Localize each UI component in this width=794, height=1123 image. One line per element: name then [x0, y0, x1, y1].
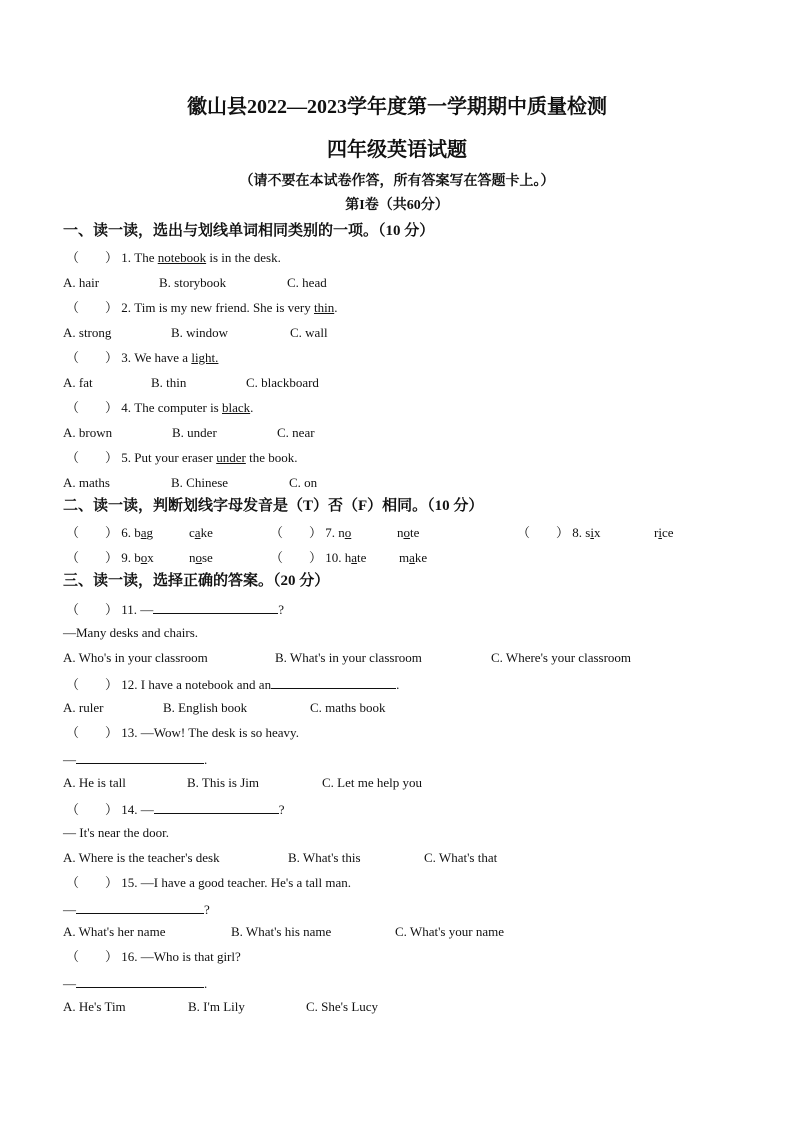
question-text: Tim is my new friend. She is very — [134, 300, 314, 315]
question-text: We have a — [134, 350, 192, 365]
word-1: no — [338, 525, 352, 540]
option-c: C. maths book — [310, 700, 386, 715]
question-11: （ ） 11. — ? — [66, 602, 285, 617]
question-text: . — [250, 400, 254, 415]
option-c: C. Where's your classroom — [491, 650, 632, 665]
answer-paren: （ ） — [66, 350, 119, 365]
option-c: C. What's that — [424, 850, 498, 865]
word-2: make — [399, 550, 428, 565]
option-c: C. She's Lucy — [306, 999, 379, 1014]
item-number: 6. — [121, 525, 132, 540]
option-b: B. This is Jim — [187, 775, 260, 790]
question-4 — [66, 401, 253, 414]
answer-paren: （ ） — [270, 550, 323, 565]
answer-blank — [271, 676, 396, 689]
option-b: B. under — [172, 425, 217, 440]
option-b: B. What's his name — [231, 924, 332, 939]
option-b: B. What's this — [288, 850, 361, 865]
dialogue-answer: — It's near the door. — [63, 825, 169, 840]
option-a: A. What's her name — [63, 924, 166, 939]
option-b: B. What's in your classroom — [275, 650, 422, 665]
underlined-word: under — [216, 450, 246, 465]
question-text: I have a notebook and an — [140, 677, 272, 692]
option-b: B. window — [171, 325, 229, 340]
option-a: A. ruler — [63, 700, 104, 715]
dialogue-answer: — . — [63, 752, 208, 767]
underlined-word: light. — [191, 350, 219, 365]
answer-blank — [153, 601, 278, 614]
question-number: 14. — [121, 802, 138, 817]
option-a: A. maths — [63, 475, 110, 490]
volume-label: 第I卷（共60分） — [345, 198, 449, 213]
item-number: 8. — [572, 525, 583, 540]
item-8 — [517, 526, 600, 539]
option-b: B. English book — [163, 700, 248, 715]
option-c: C. head — [287, 275, 327, 290]
answer-paren: （ ） — [66, 677, 119, 692]
exam-subtitle: 四年级英语试题 — [327, 139, 467, 161]
question-number: 16. — [121, 949, 138, 964]
question-text: is in the desk. — [206, 250, 281, 265]
answer-paren: （ ） — [66, 725, 119, 740]
answer-paren: （ ） — [270, 525, 323, 540]
question-number: 5. — [121, 450, 132, 465]
question-number: 15. — [121, 875, 138, 890]
answer-paren: （ ） — [66, 949, 119, 964]
word-1: box — [134, 550, 154, 565]
question-text: — — [140, 602, 154, 617]
question-text: Put your eraser — [134, 450, 217, 465]
item-number: 9. — [121, 550, 132, 565]
word-2: nose — [189, 550, 213, 565]
question-number: 3. — [121, 350, 132, 365]
option-c: C. blackboard — [246, 375, 319, 390]
question-text: —I have a good teacher. He's a tall man. — [140, 875, 352, 890]
option-c: C. Let me help you — [322, 775, 423, 790]
question-number: 2. — [121, 300, 132, 315]
answer-blank — [154, 801, 279, 814]
answer-paren: （ ） — [66, 250, 119, 265]
answer-paren: （ ） — [66, 525, 119, 540]
answer-paren: （ ） — [66, 802, 119, 817]
question-number: 4. — [121, 400, 132, 415]
question-3 — [66, 351, 218, 364]
question-number: 11. — [121, 602, 138, 617]
option-a: A. strong — [63, 325, 112, 340]
word-1: hate — [344, 550, 367, 565]
question-5 — [66, 451, 297, 464]
option-b: B. thin — [151, 375, 187, 390]
dialogue-answer: — . — [63, 976, 208, 991]
item-number: 10. — [325, 550, 342, 565]
question-text: — — [140, 802, 154, 817]
option-c: C. near — [277, 425, 315, 440]
option-a: A. He is tall — [63, 775, 126, 790]
question-text: —Who is that girl? — [140, 949, 241, 964]
question-number: 13. — [121, 725, 138, 740]
option-a: A. fat — [63, 375, 93, 390]
word-1: bag — [134, 525, 154, 540]
question-14: （ ） 14. — ? — [66, 802, 285, 817]
underlined-word: thin — [313, 300, 335, 315]
exam-note: （请不要在本试卷作答，所有答案写在答题卡上。） — [239, 174, 555, 189]
dialogue-answer: —Many desks and chairs. — [63, 625, 199, 640]
answer-paren: （ ） — [66, 400, 119, 415]
option-a: A. Where is the teacher's desk — [63, 850, 220, 865]
option-a: A. He's Tim — [63, 999, 126, 1014]
answer-blank — [76, 901, 204, 914]
answer-paren: （ ） — [66, 450, 119, 465]
underlined-word: notebook — [157, 250, 207, 265]
item-number: 7. — [325, 525, 336, 540]
question-13 — [66, 726, 299, 739]
exam-title: 徽山县2022—2023学年度第一学期期中质量检测 — [187, 96, 607, 118]
word-2: cake — [189, 525, 213, 540]
dialogue-answer: — ? — [63, 902, 210, 917]
section3-heading: 三、读一读，选择正确的答案。（20 分） — [63, 573, 330, 589]
option-c: C. wall — [290, 325, 328, 340]
option-b: B. Chinese — [171, 475, 229, 490]
question-text: . — [334, 300, 338, 315]
word-2: note — [397, 525, 420, 540]
question-number: 12. — [121, 677, 138, 692]
item-10 — [270, 551, 366, 564]
option-a: A. hair — [63, 275, 100, 290]
question-text: The — [134, 250, 158, 265]
answer-paren: （ ） — [517, 525, 570, 540]
answer-paren: （ ） — [66, 300, 119, 315]
option-b: B. I'm Lily — [188, 999, 245, 1014]
option-a: A. Who's in your classroom — [63, 650, 208, 665]
section2-heading: 二、读一读，判断划线字母发音是（T）否（F）相同。（10 分） — [63, 498, 484, 514]
question-12: （ ） 12. I have a notebook and an . — [66, 677, 400, 692]
question-number: 1. — [121, 250, 132, 265]
answer-paren: （ ） — [66, 550, 119, 565]
question-15 — [66, 876, 351, 889]
question-16 — [66, 950, 241, 963]
option-b: B. storybook — [159, 275, 227, 290]
item-6 — [66, 526, 153, 539]
answer-blank — [76, 751, 204, 764]
answer-blank — [76, 975, 204, 988]
question-2 — [66, 301, 337, 314]
word-1: six — [585, 525, 601, 540]
underlined-word: black — [222, 400, 251, 415]
answer-paren: （ ） — [66, 602, 119, 617]
question-1 — [66, 251, 281, 264]
question-text: the book. — [245, 450, 298, 465]
question-text: The computer is — [134, 400, 222, 415]
item-9 — [66, 551, 154, 564]
item-7 — [270, 526, 351, 539]
option-a: A. brown — [63, 425, 113, 440]
answer-paren: （ ） — [66, 875, 119, 890]
question-text: —Wow! The desk is so heavy. — [140, 725, 299, 740]
option-c: C. on — [289, 475, 318, 490]
option-c: C. What's your name — [395, 924, 504, 939]
word-2: rice — [654, 525, 674, 540]
section1-heading: 一、读一读，选出与划线单词相同类别的一项。（10 分） — [63, 223, 435, 239]
